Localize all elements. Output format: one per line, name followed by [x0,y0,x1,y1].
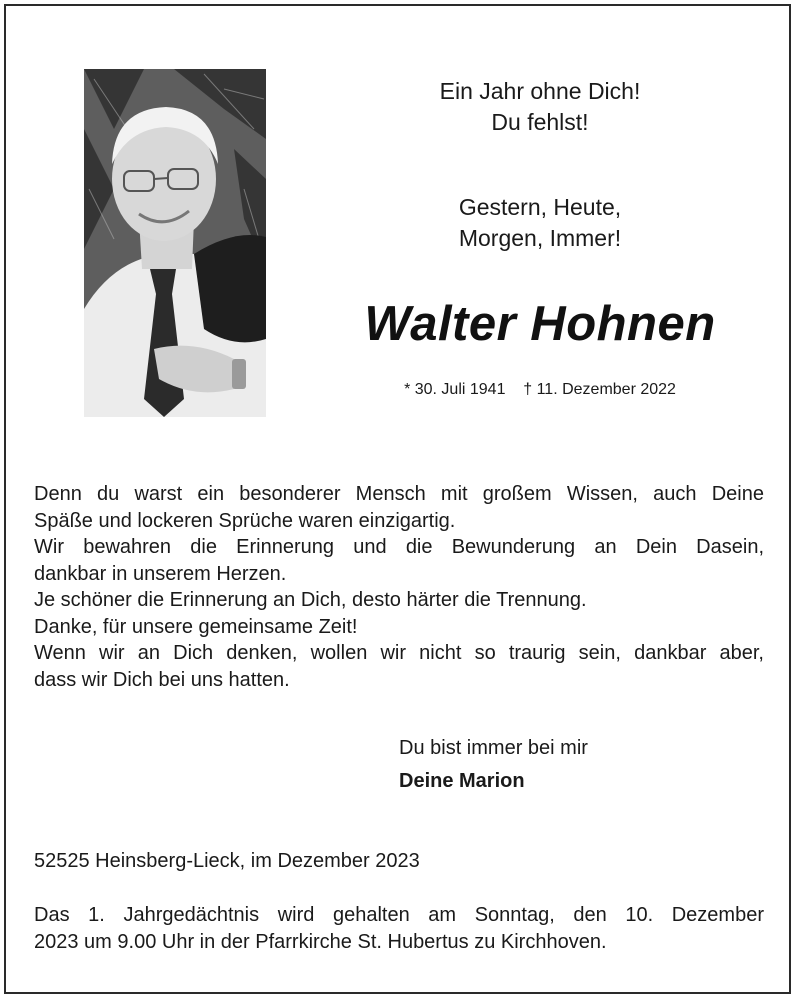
life-dates: * 30. Juli 1941 † 11. Dezember 2022 [404,381,676,398]
tribute-line: Wir bewahren die Erinnerung und die Bewunderung an Dein Dasein, [34,536,764,558]
tribute-line: Späße und lockeren Sprüche waren einzigartig. [34,509,456,532]
motto-line-2: Du fehlst! [491,109,589,135]
place-date: 52525 Heinsberg-Lieck, im Dezember 2023 [34,850,420,872]
note-line: Das 1. Jahrgedächtnis wird gehalten am Sonntag, den 10. Dezember [34,904,764,926]
tribute-line: Danke, für unsere gemeinsame Zeit! [34,615,358,638]
portrait-photo [84,69,266,417]
deceased-name: Walter Hohnen [364,297,716,351]
tribute-text [34,481,764,693]
tribute-line: Je schöner die Erinnerung an Dich, desto härter die Trennung. [34,589,587,611]
note-line: 2023 um 9.00 Uhr in der Pfarrkirche St. Hubertus zu Kirchhoven. [34,931,607,953]
tribute-line: dankbar in unserem Herzen. [34,562,287,585]
motto-line-3: Gestern, Heute, [458,194,622,220]
tribute-line: Wenn wir an Dich denken, wollen wir nicht so traurig sein, dankbar aber, [34,642,764,664]
tribute-line: Denn du warst ein besonderer Mensch mit großem Wissen, auch Deine [34,483,764,505]
motto-block-1 [380,76,700,138]
closing-block [399,732,588,798]
signature: Deine Marion [399,770,525,792]
tribute-line: dass wir Dich bei uns hatten. [34,668,290,691]
memorial-service-note [34,902,764,956]
motto-block-2 [380,192,700,254]
closing-line: Du bist immer bei mir [399,737,588,759]
motto-line-4: Morgen, Immer! [458,225,622,251]
motto-line-1: Ein Jahr ohne Dich! [439,78,641,104]
